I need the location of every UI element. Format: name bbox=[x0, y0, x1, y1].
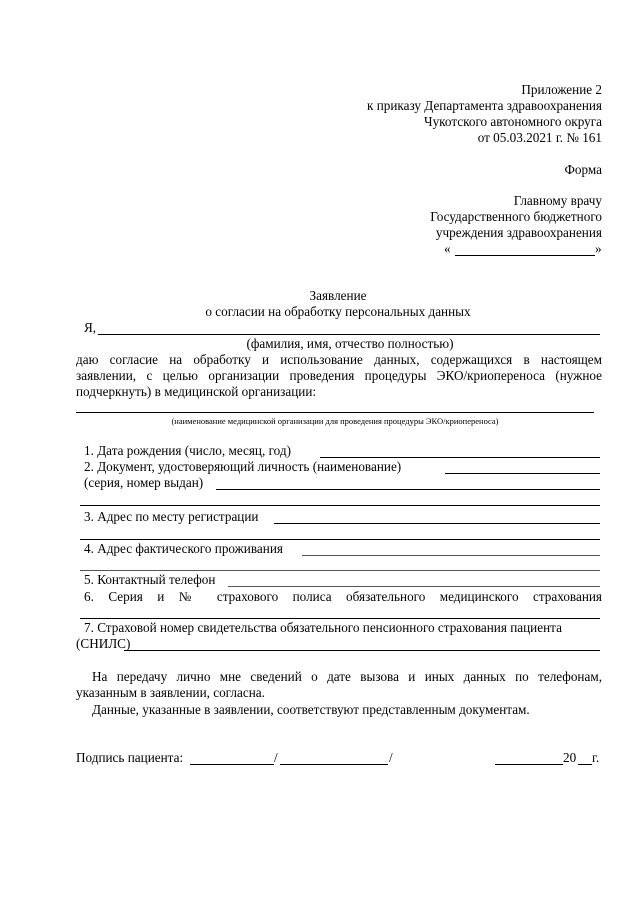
transfer-consent-line2: указанным в заявлении, согласна. bbox=[76, 685, 265, 700]
year-prefix: 20 bbox=[563, 750, 577, 765]
document-name-field[interactable] bbox=[445, 473, 600, 474]
signature-slash-2: / bbox=[389, 750, 393, 765]
quote-close: » bbox=[595, 241, 602, 256]
addressee-line1: Главному врачу bbox=[513, 193, 602, 208]
document-extra-field[interactable] bbox=[80, 505, 600, 506]
quote-open: « bbox=[444, 241, 451, 256]
transfer-consent-line1: На передачу лично мне сведений о дате вызова и иных данных по телефонам, bbox=[92, 669, 602, 684]
phone-field[interactable] bbox=[228, 586, 600, 587]
addressee-line2: Государственного бюджетного bbox=[430, 209, 602, 224]
snils-field[interactable] bbox=[124, 650, 600, 651]
signature-name-field[interactable] bbox=[280, 764, 388, 765]
institution-name-field[interactable] bbox=[455, 255, 595, 256]
consent-line3: подчеркнуть) в медицинской организации: bbox=[76, 384, 317, 399]
registration-address-field[interactable] bbox=[274, 523, 600, 524]
actual-address-field-2[interactable] bbox=[80, 570, 600, 571]
organization-hint: (наименование медицинской организации для проведения процедуры ЭКО/криопереноса) bbox=[171, 416, 499, 426]
year-field[interactable] bbox=[578, 764, 592, 765]
date-field[interactable] bbox=[495, 764, 563, 765]
consent-line2: заявлении, с целью организации проведения процедуры ЭКО/криопереноса (нужное bbox=[76, 368, 602, 383]
order-reference-line2: Чукотского автономного округа bbox=[424, 114, 602, 129]
document-label: 2. Документ, удостоверяющий личность (наименование) bbox=[84, 459, 402, 474]
document-subtitle: о согласии на обработку персональных данных bbox=[205, 304, 471, 319]
birth-date-field[interactable] bbox=[320, 457, 600, 458]
year-suffix: г. bbox=[592, 750, 600, 765]
fio-field[interactable] bbox=[98, 334, 600, 335]
actual-address-label: 4. Адрес фактического проживания bbox=[84, 541, 283, 556]
fio-hint: (фамилия, имя, отчество полностью) bbox=[246, 336, 454, 351]
document-series-field[interactable] bbox=[216, 489, 600, 490]
order-reference-line1: к приказу Департамента здравоохранения bbox=[367, 98, 602, 113]
order-reference-line3: от 05.03.2021 г. № 161 bbox=[477, 130, 602, 145]
document-title: Заявление bbox=[309, 288, 367, 303]
addressee-line3: учреждения здравоохранения bbox=[435, 225, 602, 240]
phone-label: 5. Контактный телефон bbox=[84, 572, 216, 587]
data-correctness-statement: Данные, указанные в заявлении, соответствуют представленным документам. bbox=[92, 702, 530, 717]
consent-line1: даю согласие на обработку и использование данных, содержащихся в настоящем bbox=[76, 352, 602, 367]
snils-label-line2: (СНИЛС) bbox=[76, 636, 131, 651]
registration-address-label: 3. Адрес по месту регистрации bbox=[84, 509, 259, 524]
registration-address-field-2[interactable] bbox=[80, 539, 600, 540]
form-label: Форма bbox=[564, 162, 602, 177]
signature-label: Подпись пациента: bbox=[76, 750, 184, 765]
organization-field[interactable] bbox=[76, 412, 594, 413]
actual-address-field[interactable] bbox=[302, 555, 600, 556]
appendix-number: Приложение 2 bbox=[521, 82, 602, 97]
birth-date-label: 1. Дата рождения (число, месяц, год) bbox=[84, 443, 291, 458]
insurance-policy-label: 6. Серия и № страхового полиса обязательного медицинского страхования bbox=[84, 589, 602, 604]
snils-label-line1: 7. Страховой номер свидетельства обязательного пенсионного страхования пациента bbox=[84, 620, 562, 635]
ya-label: Я, bbox=[84, 320, 97, 335]
signature-slash-1: / bbox=[274, 750, 278, 765]
insurance-policy-field[interactable] bbox=[80, 618, 600, 619]
document-series-label: (серия, номер выдан) bbox=[84, 475, 204, 490]
signature-field[interactable] bbox=[190, 764, 274, 765]
